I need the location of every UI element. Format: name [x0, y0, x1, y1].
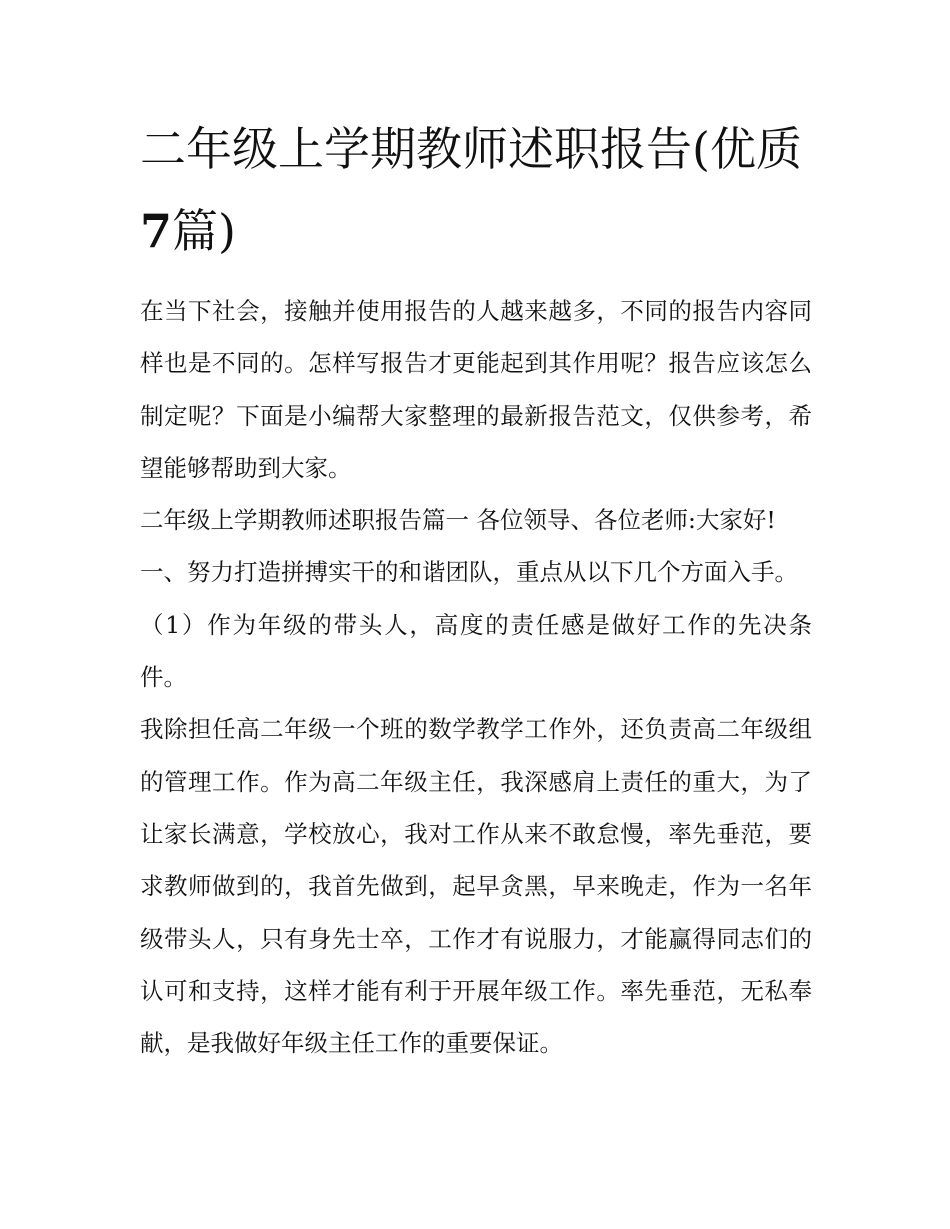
- title-number: 7: [140, 204, 173, 258]
- document-title: [140, 108, 812, 272]
- title-suffix: 篇): [172, 204, 236, 258]
- body-paragraph: 我除担任高二年级一个班的数学教学工作外，还负责高二年级组的管理工作。作为高二年级主任，我深感肩上责任的重大，为了让家长满意，学校放心，我对工作从来不敢怠慢，率先垂范，要求教师做到的，我首先做到，起早贪黑，早来晚走，作为一名年级带头人，只有身先士卒，工作才有说服力，才能赢得同志们的认可和支持，这样才能有利于开展年级工作。率先垂范，无私奉献，是我做好年级主任工作的重要保证。: [140, 715, 812, 1058]
- point-one-heading: 一、努力打造拼搏实干的和谐团队，重点从以下几个方面入手。: [140, 558, 798, 587]
- section-heading: 二年级上学期教师述职报告篇一 各位领导、各位老师:大家好!: [140, 506, 776, 535]
- title-text: 二年级上学期教师述职报告(优质: [140, 122, 802, 176]
- document-page: [140, 108, 812, 1069]
- sub-point-one: （1）作为年级的带头人，高度的责任感是做好工作的先决条件。: [140, 610, 812, 692]
- intro-paragraph: 在当下社会，接触并使用报告的人越来越多，不同的报告内容同样也是不同的。怎样写报告才更能起到其作用呢？报告应该怎么制定呢？下面是小编帮大家整理的最新报告范文，仅供参考，希望能够帮助到大家。: [140, 297, 812, 482]
- document-body: [140, 285, 812, 1069]
